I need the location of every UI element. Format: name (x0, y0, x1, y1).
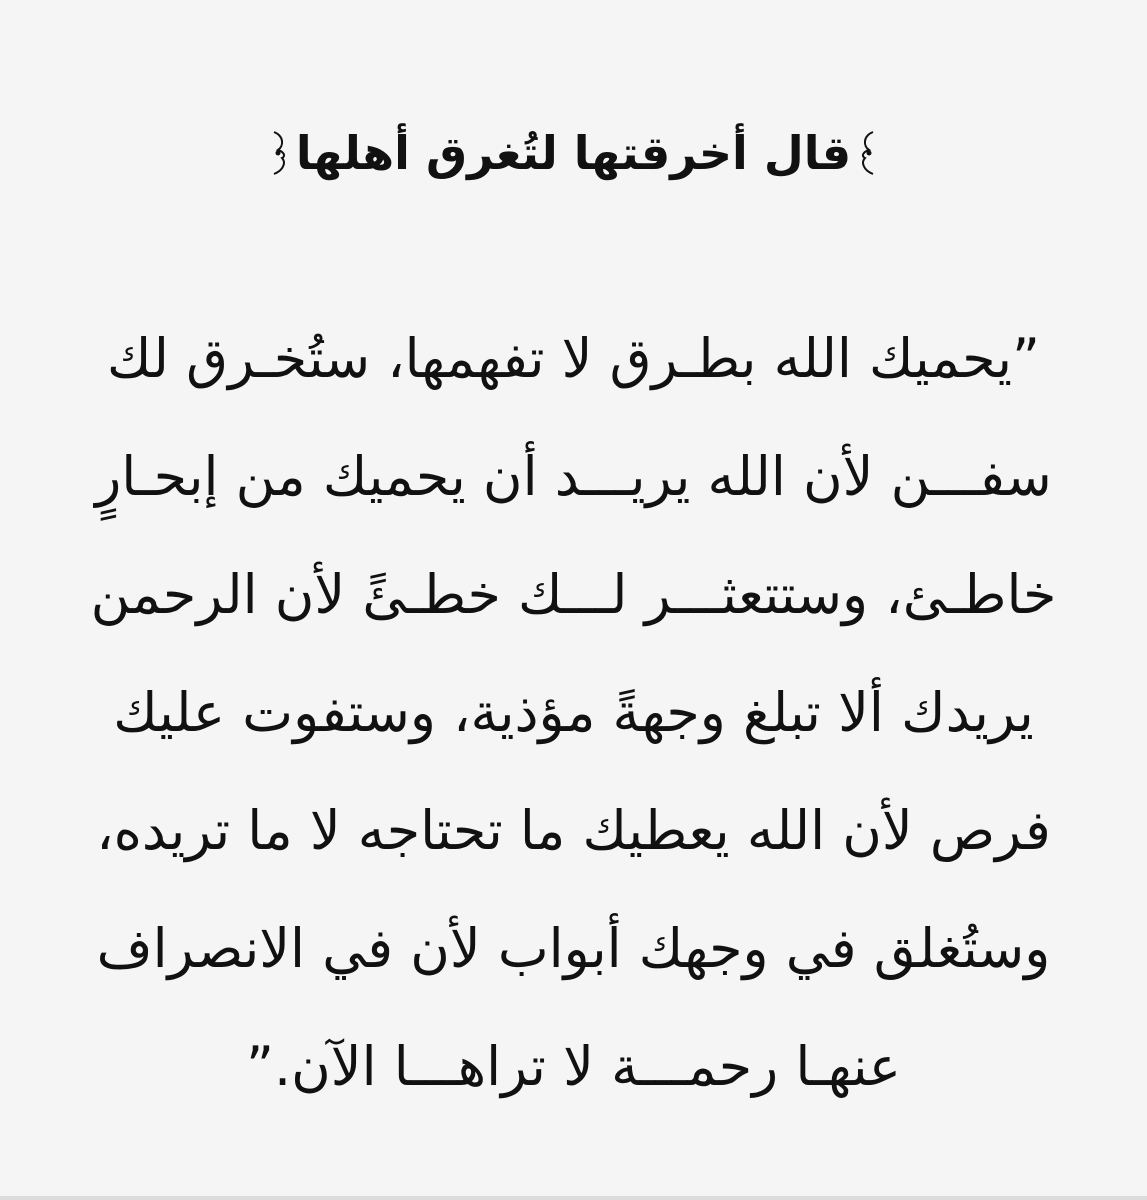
quote-line-7: عنهـا رحمـــة لا تراهـــا الآن.” (245, 1035, 902, 1098)
quote-line-6: وستُغلق في وجهك أبواب لأن في الانصراف (96, 917, 1051, 980)
quote-line-4: يريدك ألا تبلغ وجهةً مؤذية، وستفوت عليك (113, 681, 1034, 744)
quote-line-1: ”يحميك الله بطـرق لا تفهمها، ستُخـرق لك (107, 327, 1040, 390)
ornament-left-icon (266, 130, 292, 176)
ornament-right-icon (855, 130, 881, 176)
bottom-divider (0, 1196, 1147, 1200)
quote-body (90, 300, 1057, 1126)
quote-line-3: خاطـئ، وستتعثـــر لـــك خطـئً لأن الرحمن (90, 563, 1057, 626)
quote-line-5: فرص لأن الله يعطيك ما تحتاجه لا ما تريده، (96, 799, 1051, 862)
quote-line-2: سفـــن لأن الله يريـــد أن يحميك من إبحـارٍ (95, 445, 1052, 508)
title-row (0, 118, 1147, 188)
page-title: قال أخرقتها لتُغرق أهلها (295, 126, 852, 180)
